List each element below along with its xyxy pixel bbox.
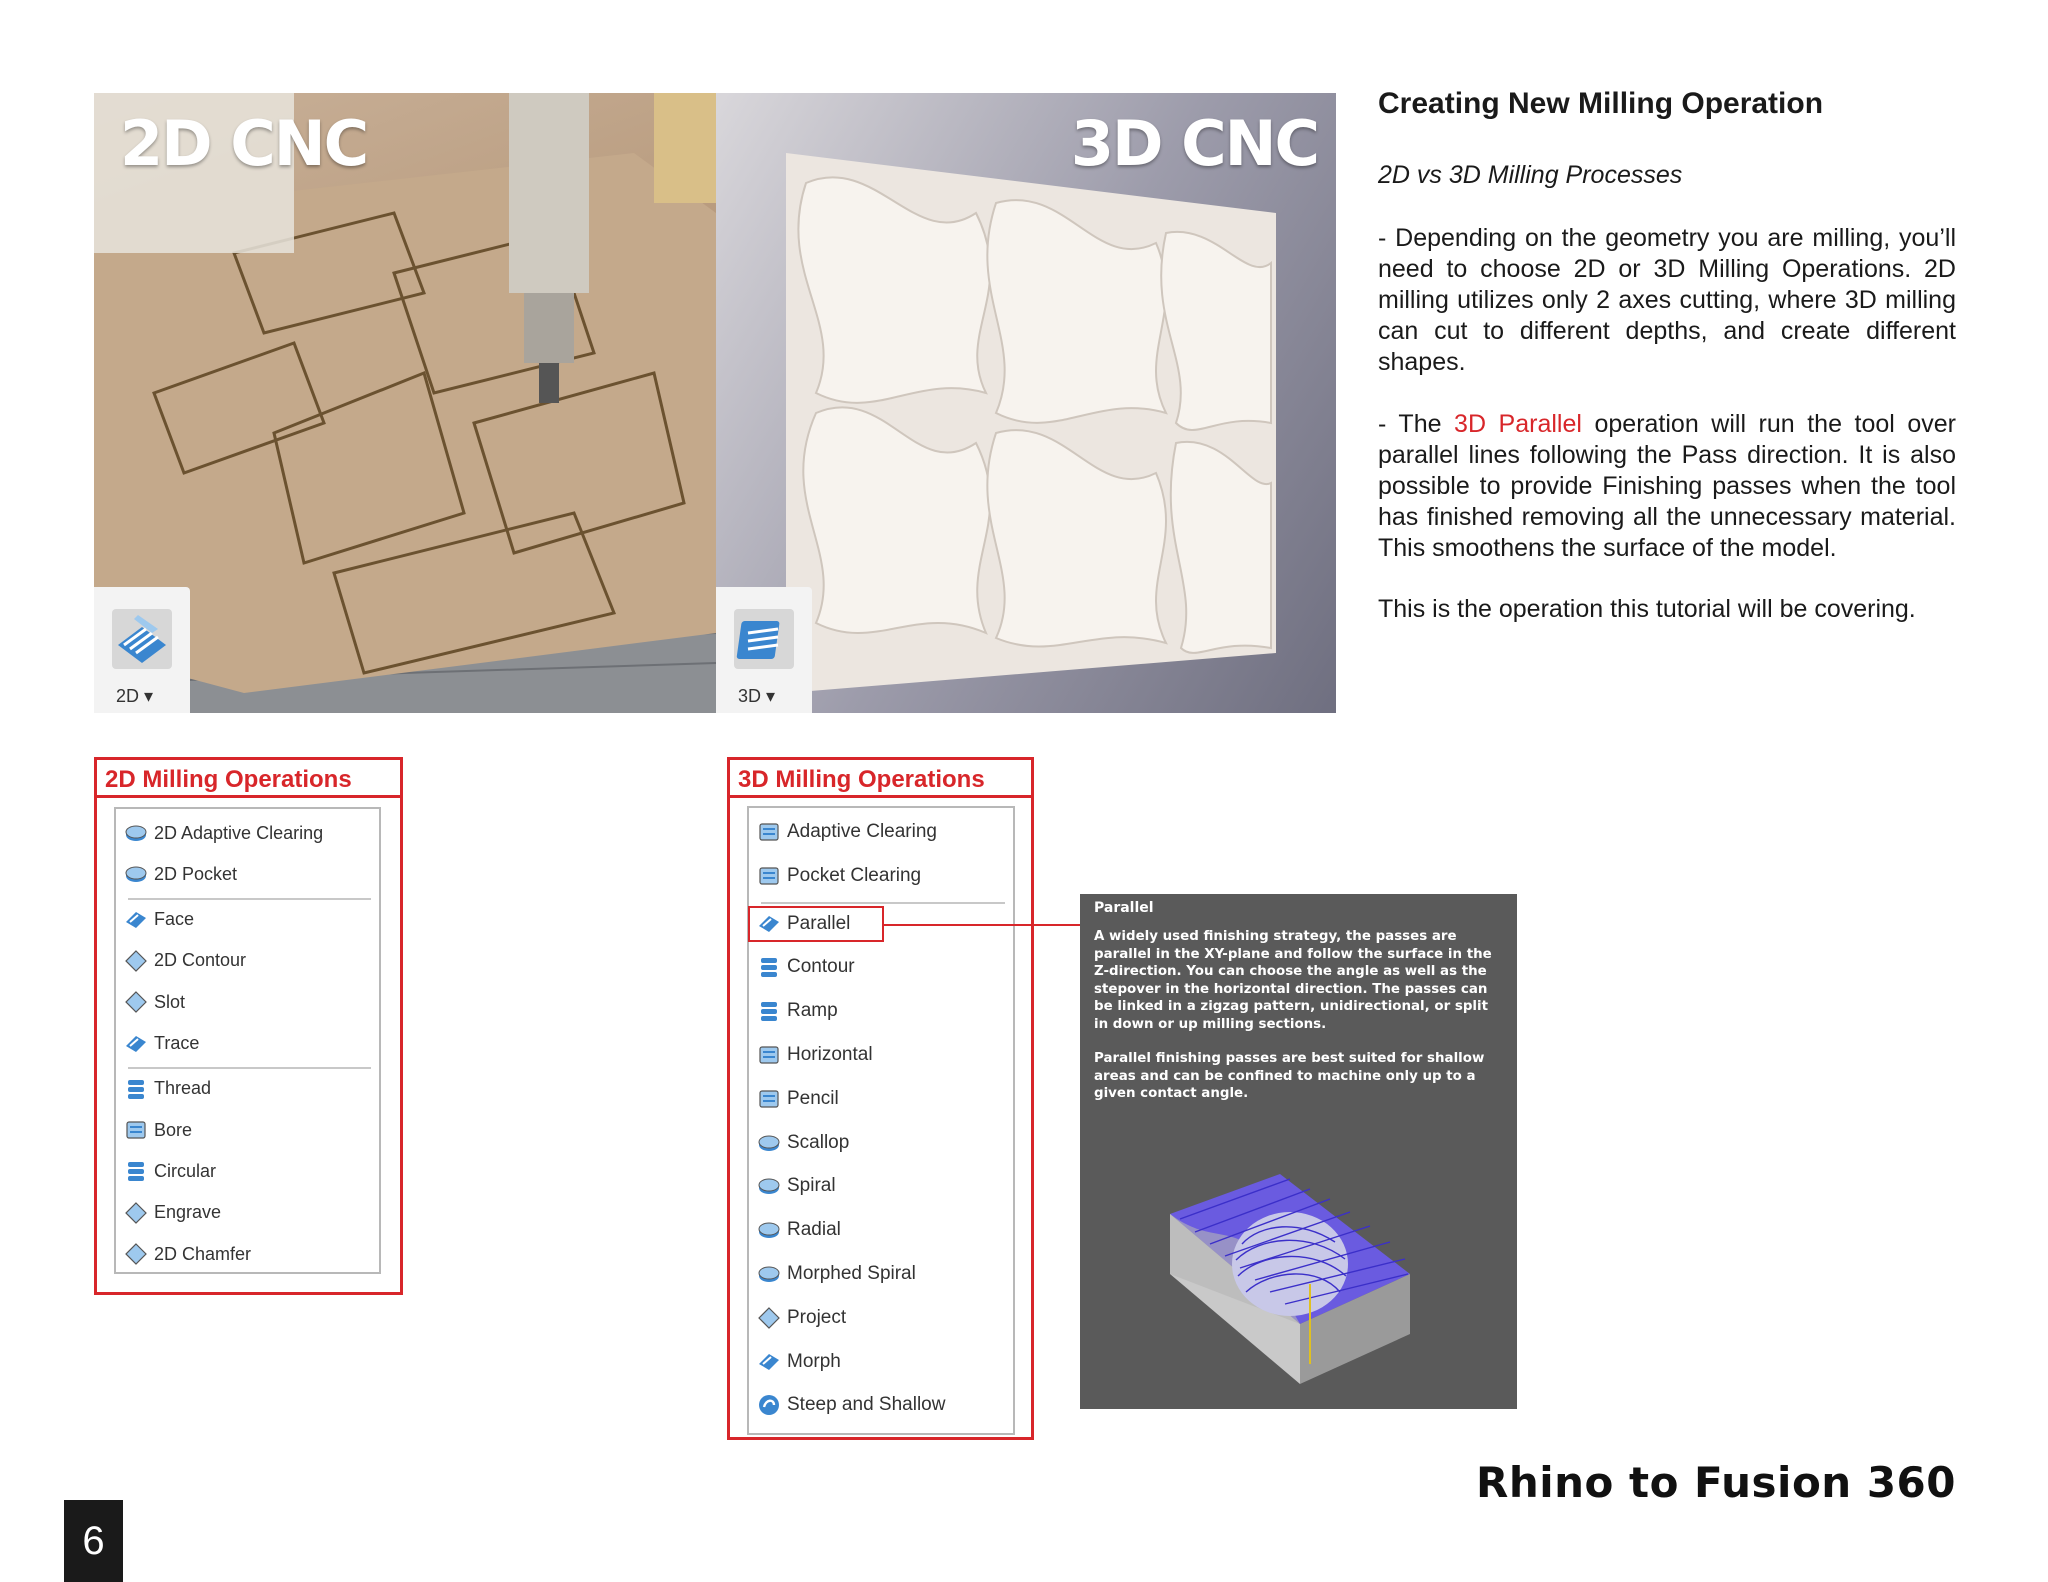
2d-milling-icon [108,605,176,673]
menu-item-label: Pocket Clearing [787,864,922,886]
ops3d-item-ramp[interactable] [757,995,838,1027]
menu-item-label: Thread [154,1078,212,1099]
ops2d-item-trace[interactable] [124,1028,199,1060]
diamond-icon [124,949,148,973]
menu-item-label: Face [154,909,195,930]
face-icon [124,908,148,932]
ops3d-item-contour[interactable] [757,951,855,983]
parallel-callout-line [884,924,1080,926]
menu-item-label: Trace [154,1033,200,1053]
menu-separator [128,898,371,900]
ops3d-item-scallop[interactable] [757,1127,849,1159]
hero-title-2d: 2D CNC [120,107,368,180]
paragraph-parallel [1378,409,1956,564]
menu-item-label: Circular [154,1160,217,1181]
mode-selector-3d[interactable] [716,587,812,713]
menu-item-label: Steep and Shallow [787,1394,946,1416]
menu-item-label: Spiral [787,1175,836,1197]
section-subtitle: 2D vs 3D Milling Processes [1378,161,1683,189]
menu-item-label: 2D Pocket [154,863,238,884]
ops3d-item-project[interactable] [757,1302,846,1334]
menu-separator [761,902,1005,904]
stack-icon [757,999,781,1023]
plate-icon [757,864,781,888]
stack-icon [124,1077,148,1101]
parallel-highlight-box [748,906,884,942]
ops3d-item-morph[interactable] [757,1346,841,1378]
menu-item-label: Bore [154,1119,193,1140]
ops3d-item-pencil[interactable] [757,1083,839,1115]
ops2d-item-2d-chamfer[interactable] [124,1238,251,1270]
menu-item-label: 2D Chamfer [154,1243,252,1264]
menu-item-label: Engrave [154,1202,222,1223]
ops2d-item-engrave[interactable] [124,1197,221,1229]
ops3d-menu [747,806,1015,1435]
menu-item-label: Ramp [787,1000,838,1022]
ops2d-item-2d-adaptive-clearing[interactable] [124,817,323,849]
disc-icon [124,821,148,845]
3d-milling-icon [730,605,798,673]
ops3d-item-pocket-clearing[interactable] [757,860,921,892]
ops3d-item-morphed-spiral[interactable] [757,1258,916,1290]
menu-item-label: 2D Adaptive Clearing [154,822,324,843]
plate-icon [757,1043,781,1067]
ops3d-item-radial[interactable] [757,1214,841,1246]
paragraph-parallel-suffix: operation will run the tool over parallel lines following the Pass direction. It is also possible to provide Finishing passes when the tool has finished removing all the unnecessary material. This smoothens the surface of the model. [1378,410,1957,562]
mode-label-3d: 3D ▾ [738,686,776,706]
ops2d-item-face[interactable] [124,904,194,936]
mode-selector-2d[interactable] [94,587,190,713]
ops2d-item-slot[interactable] [124,986,185,1018]
menu-item-label: Slot [154,991,186,1012]
mode-label-2d: 2D ▾ [116,686,154,706]
menu-item-label: Project [787,1306,847,1328]
footer-brand: Rhino to Fusion 360 [1475,1458,1956,1507]
disc-icon [124,862,148,886]
menu-item-label: Morphed Spiral [787,1263,916,1284]
disc-icon [757,1131,781,1155]
ops3d-item-spiral[interactable] [757,1170,836,1202]
tooltip-description: A widely used finishing strategy, the passes are parallel in the XY-plane and follow the surface in the Z-direction. You can choose the angle as well as the stepover in the horizontal direction. The passes can be linked in a zigzag pattern, unidirectional, or split in down or up milling sections. [1094,929,1492,1032]
menu-item-label: 2D Contour [154,950,247,971]
face-icon [757,1350,781,1374]
ops3d-item-horizontal[interactable] [757,1039,873,1071]
ops2d-title: 2D Milling Operations [94,757,403,797]
ops3d-title: 3D Milling Operations [727,757,1034,797]
tooltip-note: Parallel finishing passes are best suited for shallow areas and can be confined to machine only up to a given contact angle. [1094,1051,1485,1101]
stack-icon [757,955,781,979]
paragraph-parallel-prefix: - The [1378,410,1455,438]
disc-icon [757,1174,781,1198]
ops2d-menu [114,807,381,1274]
ops2d-item-bore[interactable] [124,1114,192,1146]
image-3d-cnc [716,93,1336,713]
paragraph-depending: - Depending on the geometry you are milling, you’ll need to choose 2D or 3D Milling Operations. 2D milling utilizes only 2 axes cutting, where 3D milling can cut to different depths, and create different shapes. [1378,224,1956,376]
diamond-icon [757,1306,781,1330]
tooltip-title: Parallel [1094,900,1154,916]
menu-item-label: Morph [787,1350,841,1372]
diamond-icon [124,1242,148,1266]
ops2d-item-thread[interactable] [124,1073,211,1105]
ops3d-item-adaptive-clearing[interactable] [757,816,937,848]
stack-icon [124,1159,148,1183]
diamond-icon [124,1201,148,1225]
plate-icon [757,1087,781,1111]
section-title: Creating New Milling Operation [1378,87,1824,120]
swirl-icon [757,1393,781,1417]
parallel-highlight: 3D Parallel [1454,410,1582,438]
menu-item-label: Adaptive Clearing [787,821,937,842]
disc-icon [757,1218,781,1242]
menu-item-label: Radial [787,1219,841,1241]
menu-separator [128,1067,371,1069]
ops3d-item-steep-and-shallow[interactable] [757,1389,945,1421]
image-2d-cnc [94,93,716,713]
menu-item-label: Contour [787,956,855,978]
ops2d-item-circular[interactable] [124,1155,216,1187]
menu-item-label: Horizontal [787,1044,873,1065]
plate-icon [124,1118,148,1142]
menu-item-label: Pencil [787,1087,839,1109]
ops2d-item-2d-pocket[interactable] [124,858,237,890]
hero-title-3d: 3D CNC [1070,107,1318,180]
diamond-icon [124,990,148,1014]
menu-item-label: Scallop [787,1131,850,1153]
paragraph-tutorial: This is the operation this tutorial will be covering. [1378,595,1916,623]
ops2d-item-2d-contour[interactable] [124,945,246,977]
menu-item-label: Parallel [787,912,851,934]
page-number: 6 [64,1500,123,1582]
parallel-tooltip [1080,894,1517,1409]
parallel-toolpath-illustration [1150,1164,1450,1394]
disc-icon [757,1262,781,1286]
plate-icon [757,820,781,844]
face-icon [124,1032,148,1056]
